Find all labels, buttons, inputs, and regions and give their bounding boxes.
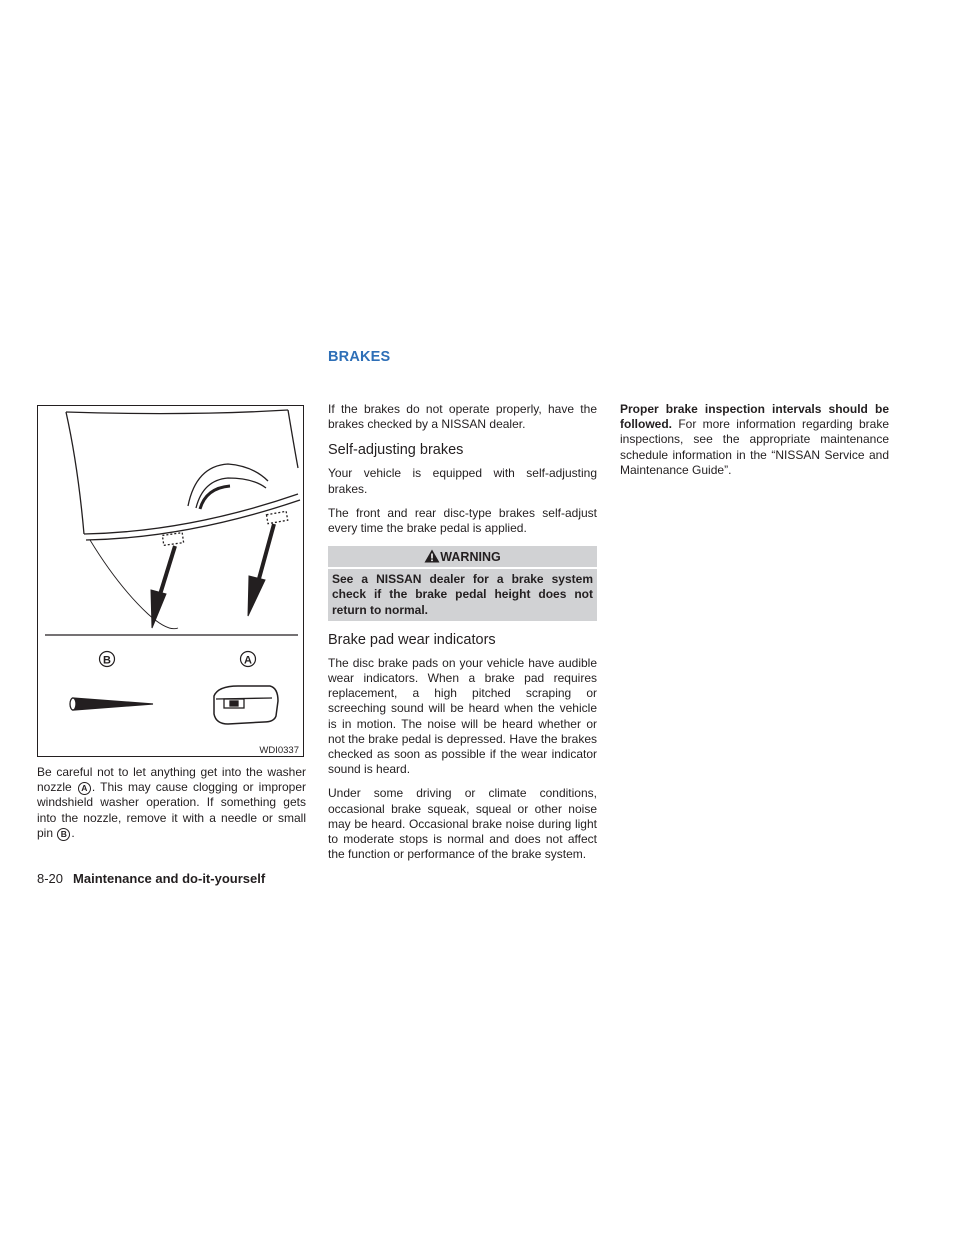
warning-text: See a NISSAN dealer for a brake system check if the brake pedal height does not return to normal.: [332, 572, 593, 617]
warning-triangle-icon: [424, 549, 440, 563]
ref-b-marker: B: [57, 828, 70, 841]
chapter-title: Maintenance and do-it-yourself: [73, 871, 266, 886]
page-footer: [37, 871, 265, 886]
brakes-intro: If the brakes do not operate properly, have the brakes checked by a NISSAN dealer.: [328, 402, 597, 432]
washer-text-3: .: [71, 825, 75, 840]
ref-a-marker: A: [78, 782, 91, 795]
figure-label-a: A: [244, 654, 252, 667]
figure-code: WDI0337: [259, 745, 299, 756]
washer-nozzle-paragraph: [37, 765, 306, 841]
inspection-bold: Proper brake inspection intervals should be followed.: [620, 402, 889, 432]
warning-title: WARNING: [440, 550, 501, 565]
brake-pad-p4: Under some driving or climate conditions, occasional brake squeak, squeal or other noise may be heard. Occasional brake noise during light to moderate stops is normal and does not affect the function or performance of the brake system.: [328, 786, 597, 862]
middle-column: [328, 402, 597, 871]
inspection-text: For more information regarding brake inspections, see the appropriate maintenance schedule information in the “NISSAN Service and Maintenance Guide”.: [620, 417, 889, 477]
washer-text-2: . This may cause clogging or improper windshield washer operation. If something gets into the nozzle, remove it with a needle or small pin: [37, 780, 307, 840]
washer-nozzle-figure: [37, 405, 304, 757]
page-number: 8-20: [37, 871, 64, 886]
subheading-brake-pad: Brake pad wear indicators: [328, 631, 496, 648]
right-column: [620, 402, 889, 487]
warning-header: [328, 546, 597, 569]
left-column: [37, 765, 306, 850]
self-adjusting-p2: The front and rear disc-type brakes self-adjust every time the brake pedal is applied.: [328, 505, 597, 536]
washer-text-1: Be careful not to let anything get into the washer nozzle: [37, 765, 306, 795]
section-title: BRAKES: [328, 349, 391, 365]
self-adjusting-p1: Your vehicle is equipped with self-adjusting brakes.: [328, 466, 597, 496]
brake-pad-p3: The disc brake pads on your vehicle have audible wear indicators. When a brake pad requires replacement, a high pitched scraping or screeching sound will be heard when the vehicle is in motion. The noise will be heard whether or not the brake pedal is depressed. Have the brakes checked as soon as possible if the wear indicator sound is heard.: [328, 655, 597, 777]
inspection-paragraph: [620, 402, 889, 478]
figure-label-b: B: [103, 654, 111, 667]
washer-nozzle-illustration: [38, 406, 303, 756]
subheading-self-adjusting: Self-adjusting brakes: [328, 442, 464, 459]
warning-box: [328, 546, 597, 621]
